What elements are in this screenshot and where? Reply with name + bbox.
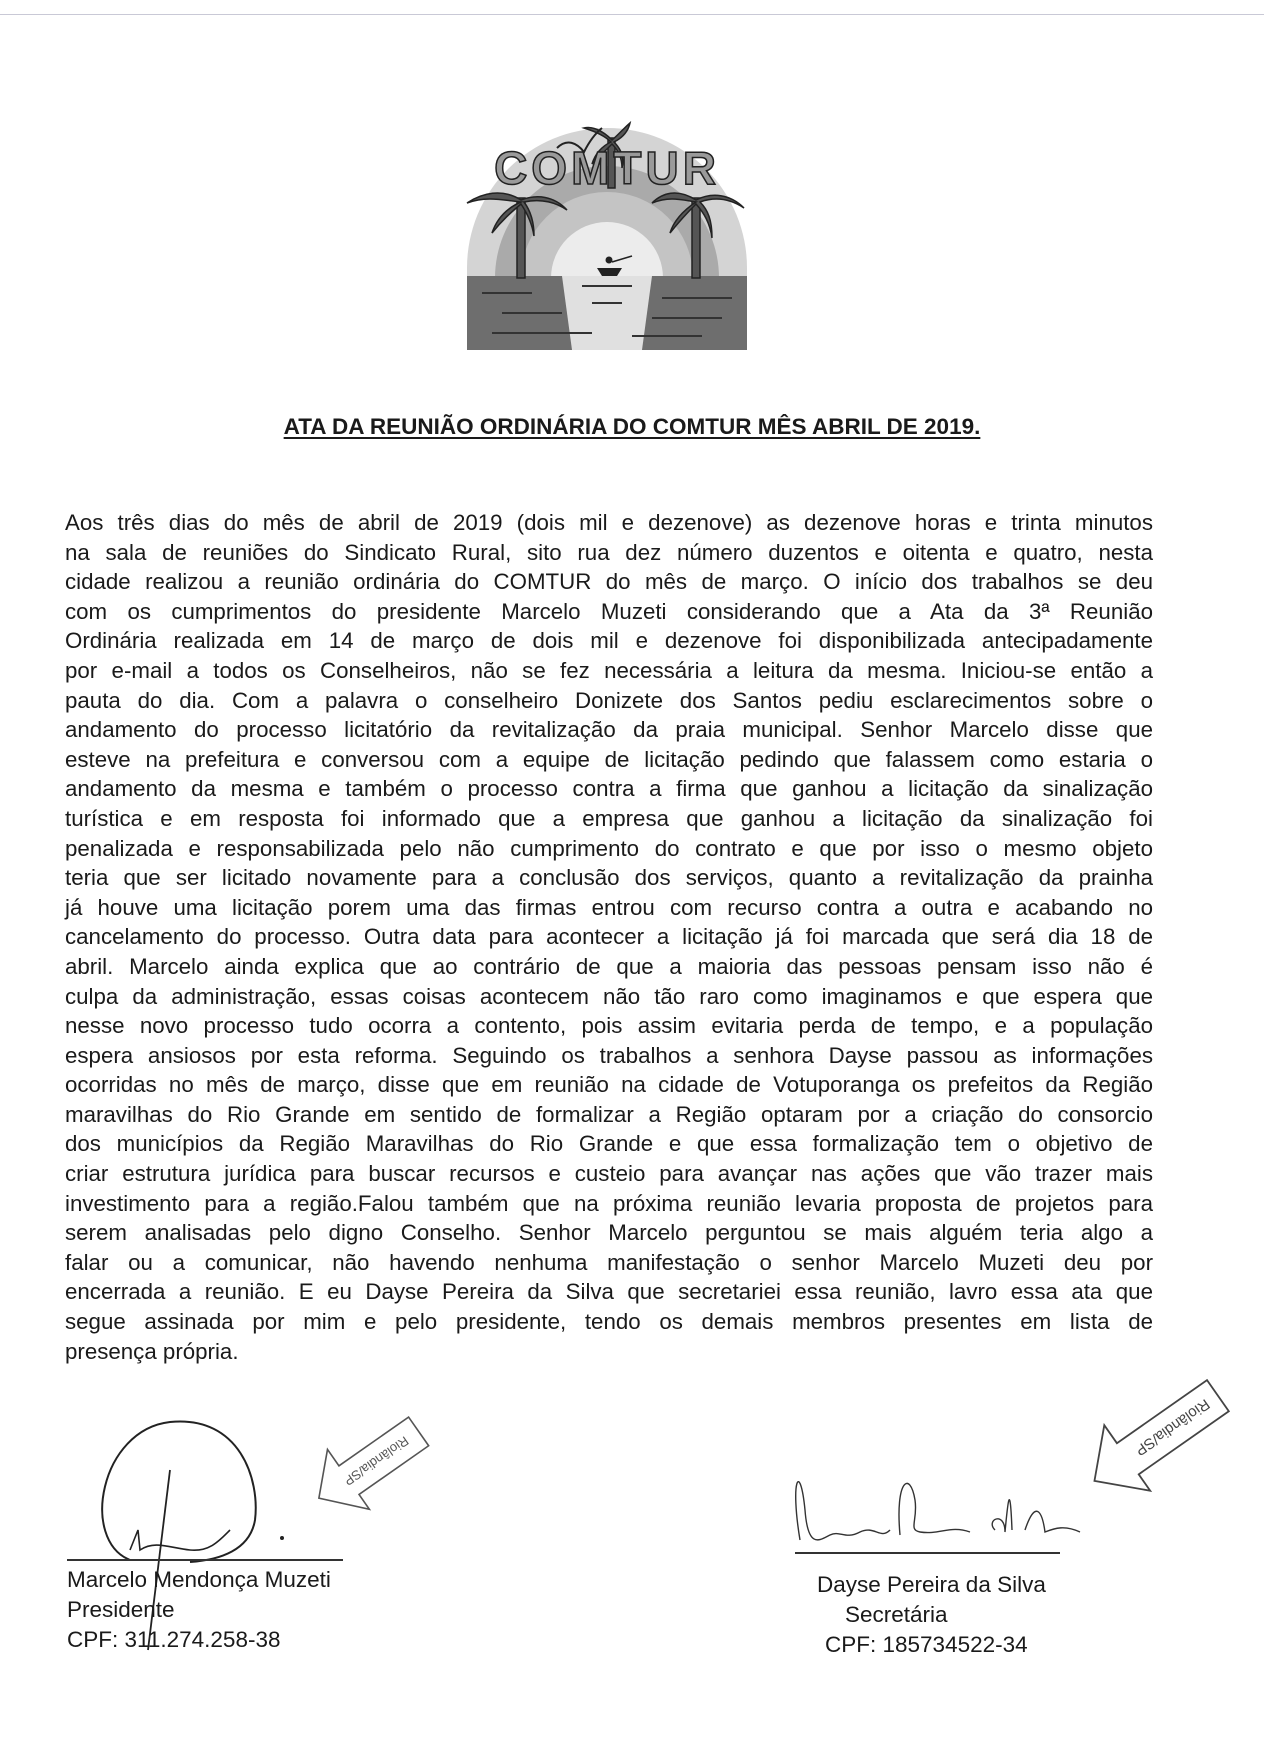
- body-line: cancelamento do processo. Outra data para acontecer a licitação já foi marcada que será dia 18 de: [65, 924, 1153, 950]
- body-line: andamento do processo licitatório da revitalização da praia municipal. Senhor Marcelo disse que: [65, 717, 1153, 743]
- body-line: dos municípios da Região Maravilhas do Rio Grande e que essa formalização tem o objetivo de: [65, 1131, 1153, 1157]
- body-line: serem analisadas pelo digno Conselho. Senhor Marcelo perguntou se mais alguém teria algo a: [65, 1220, 1153, 1246]
- body-line: pauta do dia. Com a palavra o conselheiro Donizete dos Santos pediu esclarecimentos sobre o: [65, 687, 1153, 713]
- logo-lettering: COMTUR: [494, 142, 720, 194]
- body-line: penalizada e responsabilizada pelo não cumprimento do contrato e que por isso o mesmo objeto: [65, 835, 1153, 861]
- body-line: Ordinária realizada em 14 de março de dois mil e dezenove foi disponibilizada antecipadamente: [65, 628, 1153, 654]
- secretary-cpf: CPF: 185734522-34: [825, 1632, 1028, 1657]
- body-line: Aos três dias do mês de abril de 2019 (dois mil e dezenove) as dezenove horas e trinta minutos: [65, 510, 1153, 535]
- body-line: andamento da mesma e também o processo contra a firma que ganhou a licitação da sinalização: [65, 776, 1153, 802]
- secretary-name: Dayse Pereira da Silva: [817, 1572, 1046, 1597]
- body-line: investimento para a região.Falou também que na próxima reunião levaria proposta de projetos para: [65, 1190, 1153, 1216]
- president-role: Presidente: [67, 1597, 175, 1622]
- body-line: espera ansiosos por esta reforma. Seguindo os trabalhos a senhora Dayse passou as informações: [65, 1042, 1153, 1068]
- body-line: esteve na prefeitura e conversou com a equipe de licitação pedindo que falassem como estaria o: [65, 746, 1153, 772]
- stamp-text: Riolândia/SP: [341, 1433, 412, 1489]
- secretary-signature-block: [817, 1570, 1046, 1660]
- secretary-role: Secretária: [845, 1602, 948, 1627]
- body-line: encerrada a reunião. E eu Dayse Pereira da Silva que secretariei essa reunião, lavro essa ata que: [65, 1279, 1153, 1305]
- body-line: segue assinada por mim e pelo presidente, tendo os demais membros presentes em lista de: [65, 1309, 1153, 1335]
- president-cpf: CPF: 311.274.258-38: [67, 1627, 281, 1652]
- body-line: na sala de reuniões do Sindicato Rural, sito rua dez número duzentos e oitenta e quatro, nesta: [65, 539, 1153, 565]
- stamp-text: Riolândia/SP: [1131, 1395, 1213, 1459]
- body-line: já houve uma licitação porem uma das firmas entrou com recurso contra a outra e acabando no: [65, 894, 1153, 920]
- body-line: abril. Marcelo ainda explica que ao contrário de que a maioria das pessoas pensam isso não é: [65, 953, 1153, 979]
- body-line: cidade realizou a reunião ordinária do COMTUR do mês de março. O início dos trabalhos se deu: [65, 569, 1153, 595]
- body-line: presença própria.: [65, 1338, 239, 1364]
- body-line: falar ou a comunicar, não havendo nenhuma manifestação o senhor Marcelo Muzeti deu por: [65, 1249, 1153, 1275]
- minutes-body: [65, 508, 1153, 1366]
- body-line: maravilhas do Rio Grande em sentido de formalizar a Região optaram por a criação do consorcio: [65, 1101, 1153, 1127]
- president-signature-block: [67, 1565, 331, 1655]
- body-line: por e-mail a todos os Conselheiros, não se fez necessária a leitura da mesma. Iniciou-se então a: [65, 657, 1153, 683]
- president-name: Marcelo Mendonça Muzeti: [67, 1567, 331, 1592]
- document-title: [0, 414, 1264, 440]
- body-line: nesse novo processo tudo ocorra a contento, pois assim evitaria perda de tempo, e a população: [65, 1013, 1153, 1039]
- comtur-logo: [462, 118, 752, 350]
- body-line: teria que ser licitado novamente para a conclusão dos serviços, quanto a revitalização da prainha: [65, 865, 1153, 891]
- body-line: com os cumprimentos do presidente Marcelo Muzeti considerando que a Ata da 3ª Reunião: [65, 598, 1153, 624]
- document-title-text: ATA DA REUNIÃO ORDINÁRIA DO COMTUR MÊS ABRIL DE 2019.: [283, 414, 981, 439]
- body-line: turística e em resposta foi informado que a empresa que ganhou a licitação da sinalização foi: [65, 805, 1153, 831]
- stamp-arrow-right: [1070, 1365, 1250, 1505]
- body-line: criar estrutura jurídica para buscar recursos e custeio para avançar nas ações que vão trazer mais: [65, 1161, 1153, 1187]
- body-line: culpa da administração, essas coisas acontecem não tão raro como imaginamos e que espera que: [65, 983, 1153, 1009]
- stamp-arrow-left: [300, 1400, 450, 1530]
- body-line: ocorridas no mês de março, disse que em reunião na cidade de Votuporanga os prefeitos da Região: [65, 1072, 1153, 1098]
- scan-edge-line: [0, 14, 1264, 15]
